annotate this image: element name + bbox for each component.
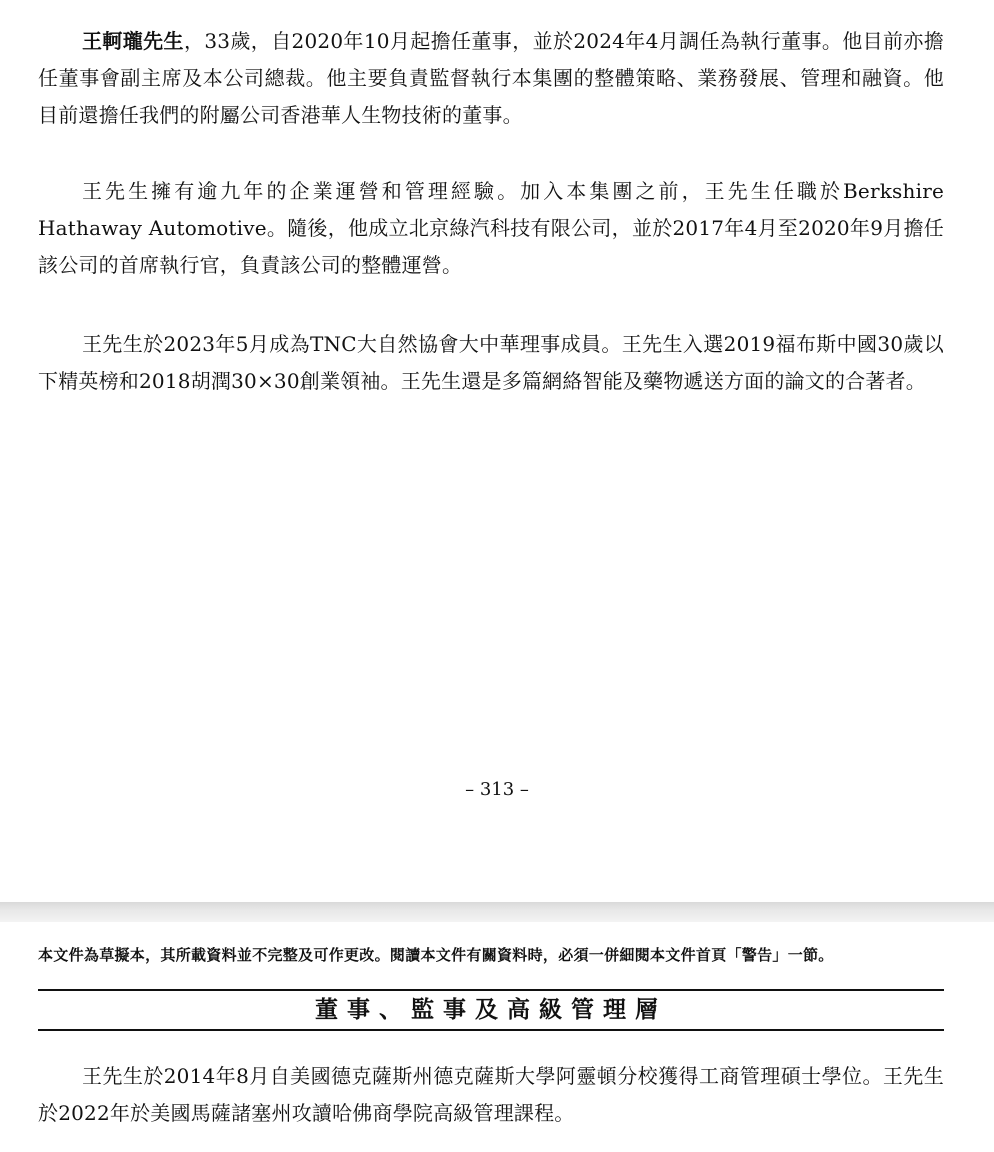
director-bio-text: ，33歲，自2020年10月起擔任董事，並於2024年4月調任為執行董事。他目前亦擔任董事會副主席及本公司總裁。他主要負責監督執行本集團的整體策略、業務發展、管理和融資。他目前還擔任我們的附屬公司香港華人生物技術的董事。: [38, 29, 945, 127]
director-education-paragraph: 王先生於2014年8月自美國德克薩斯州德克薩斯大學阿靈頓分校獲得工商管理碩士學位。王先生於2022年於美國馬薩諸塞州攻讀哈佛商學院高級管理課程。: [38, 1064, 944, 1125]
director-honors-paragraph: 王先生於2023年5月成為TNC大自然協會大中華理事成員。王先生入選2019福布斯中國30歲以下精英榜和2018胡潤30×30創業領袖。王先生還是多篇網絡智能及藥物遞送方面的論文的合著者。: [38, 332, 944, 393]
section-title: 董事、監事及高級管理層: [315, 996, 667, 1023]
draft-disclaimer: 本文件為草擬本，其所載資料並不完整及可作更改。閱讀本文件有關資料時，必須一併細閱本文件首頁「警告」一節。: [38, 946, 834, 964]
header-rule-top: [38, 989, 944, 991]
director-bio-paragraph-1: [38, 23, 944, 134]
page-separator: [0, 902, 994, 922]
page-number: – 313 –: [465, 779, 529, 800]
director-experience-paragraph: 王先生擁有逾九年的企業運營和管理經驗。加入本集團之前，王先生任職於Berkshire Hathaway Automotive。隨後，他成立北京綠汽科技有限公司，並於2017年4月至2020年9月擔任該公司的首席執行官，負責該公司的整體運營。: [38, 179, 944, 277]
header-rule-bottom: [38, 1029, 944, 1031]
director-name: 王軻瓏先生: [82, 29, 184, 53]
